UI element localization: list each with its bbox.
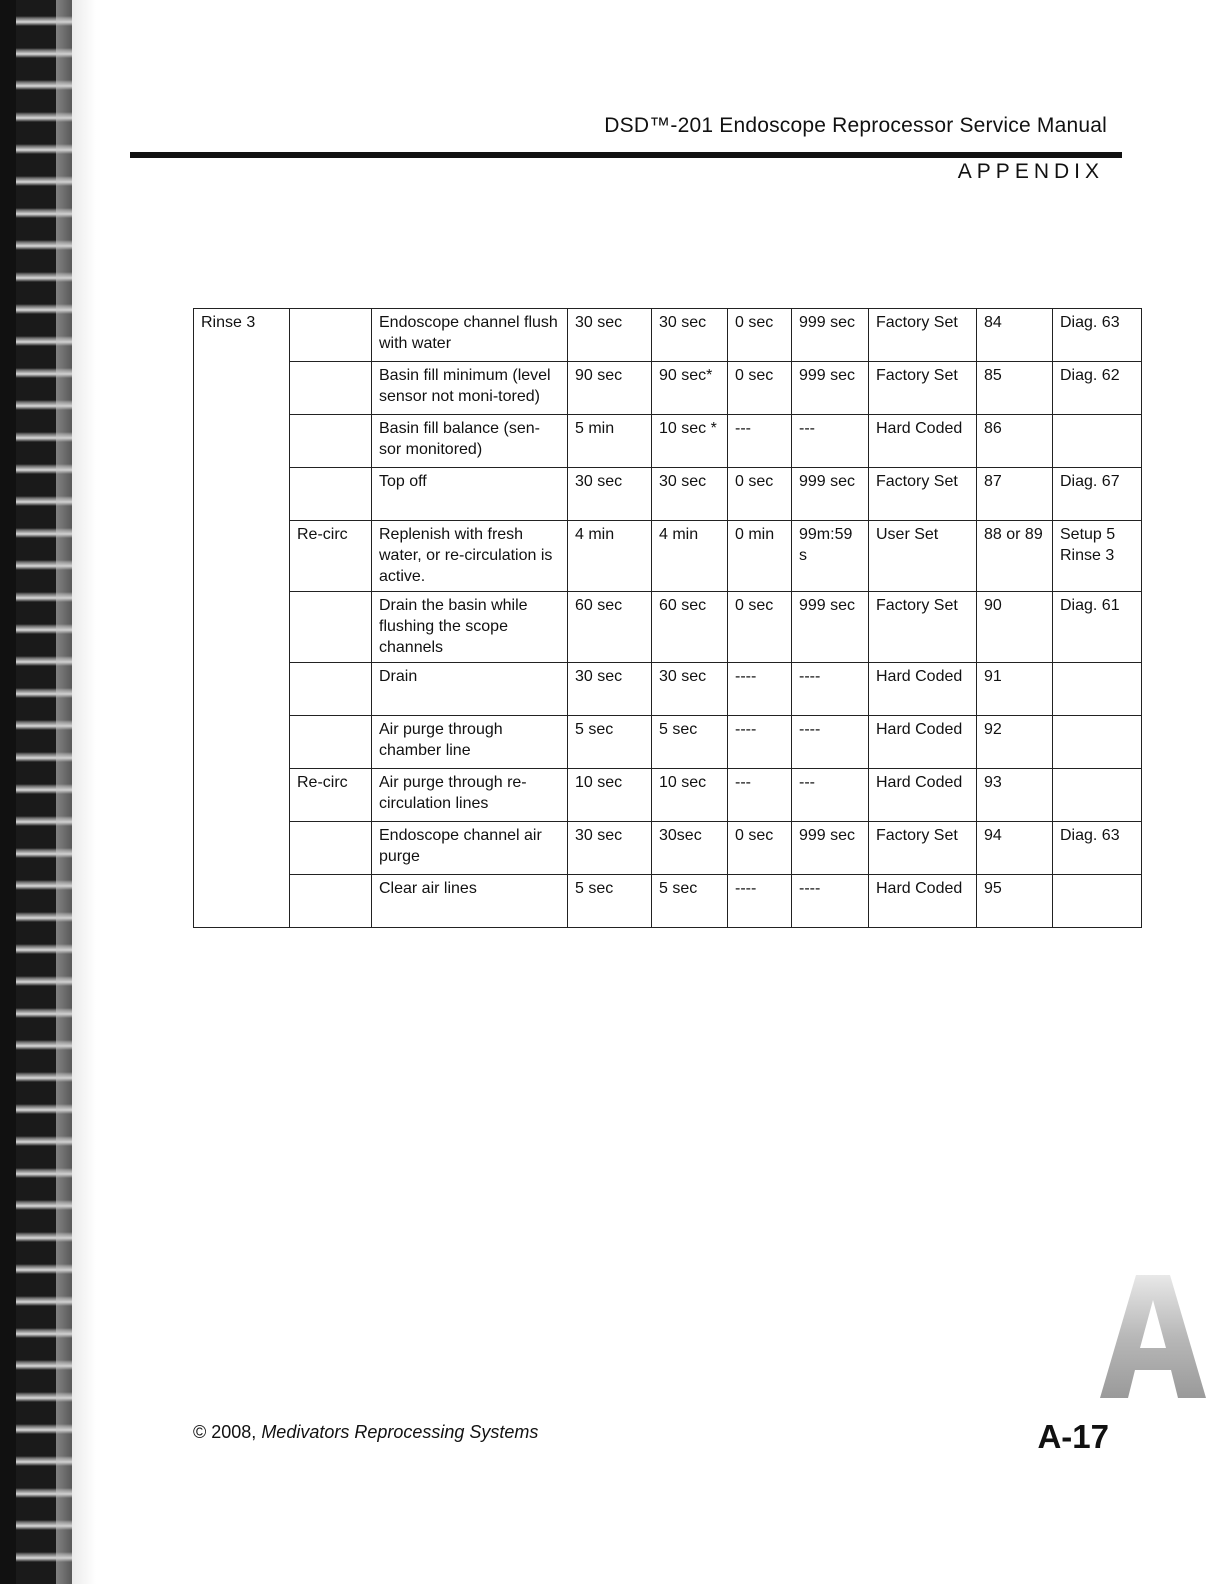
cell-min: ----	[728, 716, 792, 769]
table-row	[194, 875, 1142, 928]
cell-setting: Factory Set	[869, 592, 977, 663]
cell-reference	[1053, 663, 1142, 716]
copyright	[193, 1422, 538, 1443]
cell-reference	[1053, 415, 1142, 468]
cell-max: ----	[792, 663, 869, 716]
reprocessing-steps-table	[193, 308, 1142, 928]
cell-max: 999 sec	[792, 592, 869, 663]
cell-reference: Diag. 61	[1053, 592, 1142, 663]
cell-description: Drain	[372, 663, 568, 716]
cell-max: ----	[792, 716, 869, 769]
cell-min: ---	[728, 415, 792, 468]
table-row	[194, 521, 1142, 592]
cell-default: 60 sec	[568, 592, 652, 663]
cell-min: 0 sec	[728, 309, 792, 362]
cell-description: Air purge through chamber line	[372, 716, 568, 769]
cell-factory: 10 sec *	[652, 415, 728, 468]
cell-setting: Factory Set	[869, 468, 977, 521]
cell-mode	[290, 875, 372, 928]
cell-setting: Hard Coded	[869, 769, 977, 822]
table-row	[194, 716, 1142, 769]
cell-mode	[290, 822, 372, 875]
page-number: A-17	[1037, 1418, 1109, 1455]
cell-reference: Setup 5 Rinse 3	[1053, 521, 1142, 592]
cell-default: 5 min	[568, 415, 652, 468]
cell-description: Basin fill balance (sen-sor monitored)	[372, 415, 568, 468]
cell-setting: Factory Set	[869, 309, 977, 362]
cell-min: 0 sec	[728, 362, 792, 415]
cell-description: Clear air lines	[372, 875, 568, 928]
cell-default: 90 sec	[568, 362, 652, 415]
cell-max: 999 sec	[792, 309, 869, 362]
table-row	[194, 415, 1142, 468]
cell-setting: Factory Set	[869, 362, 977, 415]
cell-max: 999 sec	[792, 468, 869, 521]
cell-default: 10 sec	[568, 769, 652, 822]
cell-factory: 30 sec	[652, 468, 728, 521]
cell-step: 92	[977, 716, 1053, 769]
cell-max: ---	[792, 415, 869, 468]
table-body	[194, 309, 1142, 928]
cell-default: 4 min	[568, 521, 652, 592]
table-row	[194, 468, 1142, 521]
manual-title: DSD™-201 Endoscope Reprocessor Service Manual	[604, 114, 1107, 137]
cell-step: 84	[977, 309, 1053, 362]
cell-min: 0 min	[728, 521, 792, 592]
cell-mode	[290, 592, 372, 663]
section-label: APPENDIX	[957, 160, 1104, 183]
cell-mode	[290, 468, 372, 521]
cell-reference: Diag. 63	[1053, 309, 1142, 362]
table-row	[194, 769, 1142, 822]
organization-name: Medivators Reprocessing Systems	[261, 1422, 539, 1442]
cell-factory: 10 sec	[652, 769, 728, 822]
cell-step: 86	[977, 415, 1053, 468]
cell-description: Endoscope channel flush with water	[372, 309, 568, 362]
cell-mode	[290, 362, 372, 415]
cell-min: ---	[728, 769, 792, 822]
cell-reference	[1053, 875, 1142, 928]
cell-default: 30 sec	[568, 309, 652, 362]
cell-min: 0 sec	[728, 592, 792, 663]
cell-setting: Hard Coded	[869, 875, 977, 928]
cell-description: Drain the basin while flushing the scope channels	[372, 592, 568, 663]
table-row	[194, 663, 1142, 716]
cell-description: Endoscope channel air purge	[372, 822, 568, 875]
cell-mode: Re-circ	[290, 521, 372, 592]
cell-factory: 4 min	[652, 521, 728, 592]
cell-default: 30 sec	[568, 663, 652, 716]
copyright-prefix: © 2008,	[193, 1422, 262, 1442]
cell-factory: 90 sec*	[652, 362, 728, 415]
cell-mode	[290, 309, 372, 362]
cell-factory: 60 sec	[652, 592, 728, 663]
cell-setting: Factory Set	[869, 822, 977, 875]
cell-max: 99m:59 s	[792, 521, 869, 592]
cell-min: 0 sec	[728, 468, 792, 521]
cell-factory: 30 sec	[652, 663, 728, 716]
cell-step: 88 or 89	[977, 521, 1053, 592]
cell-mode: Re-circ	[290, 769, 372, 822]
cell-default: 30 sec	[568, 822, 652, 875]
cell-default: 5 sec	[568, 716, 652, 769]
cell-max: 999 sec	[792, 822, 869, 875]
cell-factory: 5 sec	[652, 716, 728, 769]
cell-min: 0 sec	[728, 822, 792, 875]
cell-description: Replenish with fresh water, or re-circulation is active.	[372, 521, 568, 592]
cell-step: 91	[977, 663, 1053, 716]
cell-step: 85	[977, 362, 1053, 415]
cell-description: Top off	[372, 468, 568, 521]
cell-phase: Rinse 3	[194, 309, 290, 928]
header-rule	[130, 152, 1122, 158]
cell-factory: 5 sec	[652, 875, 728, 928]
cell-setting: Hard Coded	[869, 716, 977, 769]
table-row	[194, 362, 1142, 415]
cell-reference	[1053, 769, 1142, 822]
cell-default: 5 sec	[568, 875, 652, 928]
cell-min: ----	[728, 663, 792, 716]
cell-min: ----	[728, 875, 792, 928]
cell-step: 95	[977, 875, 1053, 928]
table-row	[194, 309, 1142, 362]
cell-setting: User Set	[869, 521, 977, 592]
cell-step: 94	[977, 822, 1053, 875]
cell-step: 87	[977, 468, 1053, 521]
cell-reference: Diag. 67	[1053, 468, 1142, 521]
cell-max: ---	[792, 769, 869, 822]
cell-mode	[290, 415, 372, 468]
table-row	[194, 592, 1142, 663]
cell-description: Air purge through re-circulation lines	[372, 769, 568, 822]
cell-setting: Hard Coded	[869, 663, 977, 716]
cell-mode	[290, 716, 372, 769]
cell-step: 90	[977, 592, 1053, 663]
appendix-letter-graphic	[1098, 1270, 1208, 1400]
cell-default: 30 sec	[568, 468, 652, 521]
cell-description: Basin fill minimum (level sensor not moni-tored)	[372, 362, 568, 415]
cell-mode	[290, 663, 372, 716]
cell-reference	[1053, 716, 1142, 769]
cell-setting: Hard Coded	[869, 415, 977, 468]
cell-reference: Diag. 62	[1053, 362, 1142, 415]
cell-reference: Diag. 63	[1053, 822, 1142, 875]
cell-factory: 30 sec	[652, 309, 728, 362]
cell-max: 999 sec	[792, 362, 869, 415]
binding-shadow	[56, 0, 96, 1584]
table-row	[194, 822, 1142, 875]
cell-factory: 30sec	[652, 822, 728, 875]
cell-max: ----	[792, 875, 869, 928]
cell-step: 93	[977, 769, 1053, 822]
